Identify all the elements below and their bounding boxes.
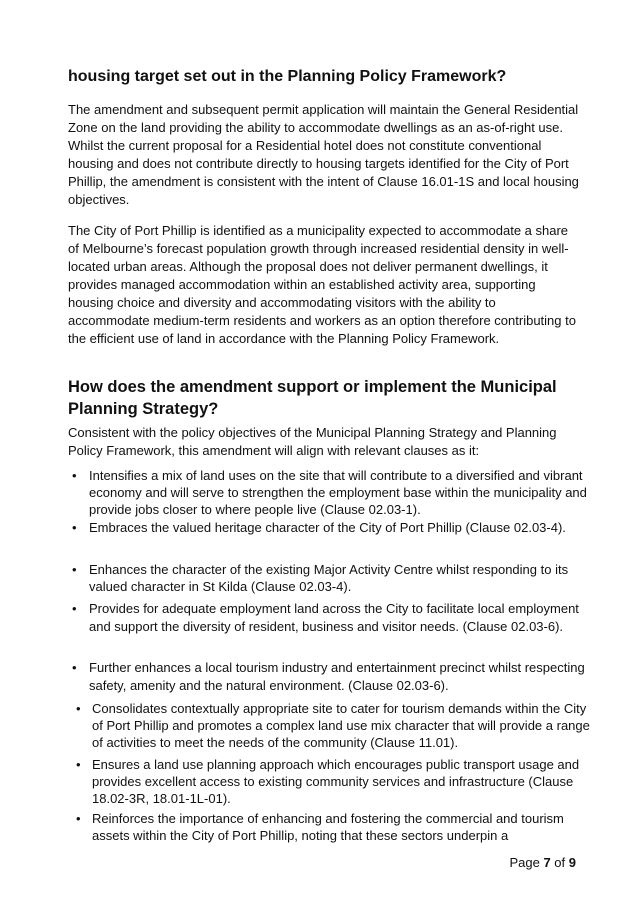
page-label: Page [509,855,540,870]
list-item: Provides for adequate employment land across the City to facilitate local employment and support the diversity of resident, business and visitor needs. (Clause 02.03-6). [89,601,579,634]
bullet-point: • [72,468,77,483]
bullet-point: • [76,757,81,772]
of-label: of [554,855,566,870]
bullet-point: • [76,811,81,826]
bullet-point: • [72,660,77,675]
page-number-footer [509,855,576,871]
list-item: Intensifies a mix of land uses on the site that will contribute to a diversified and vibrant economy and will serve to strengthen the employment base within the municipality and provide jobs closer to where people live (Clause 02.03-1). [89,468,587,517]
paragraph: Consistent with the policy objectives of the Municipal Planning Strategy and Planning Policy Framework, this amendment will align with relevant clauses as it: [68,425,557,458]
bullet-point: • [72,562,77,577]
list-item: Embraces the valued heritage character of the City of Port Phillip (Clause 02.03-4). [89,520,566,535]
paragraph: The City of Port Phillip is identified as a municipality expected to accommodate a share of Melbourne’s forecast population growth through increased residential density in well-located urban areas. Although the proposal does not deliver permanent dwellings, it provides managed accommodation within an established activity area, supporting housing choice and diversity and accommodating visitors with the ability to accommodate medium-term residents and workers as an option therefore contributing to the efficient use of land in accordance with the Planning Policy Framework. [68,223,576,346]
bullet-point: • [76,701,81,716]
paragraph: The amendment and subsequent permit application will maintain the General Residential Zone on the land providing the ability to accommodate dwellings as an as-of-right use. Whilst the current proposal for a Residential hotel does not constitute conventional housing and does not contribute directly to housing targets identified for the City of Port Phillip, the amendment is consistent with the intent of Clause 16.01-1S and local housing objectives. [68,102,579,207]
bullet-point: • [72,601,77,616]
current-page: 7 [543,855,551,870]
section-heading: How does the amendment support or implement the Municipal Planning Strategy? [68,378,557,418]
list-item: Further enhances a local tourism industry and entertainment precinct whilst respecting safety, amenity and the natural environment. (Clause 02.03-6). [89,660,585,693]
list-item: Reinforces the importance of enhancing and fostering the commercial and tourism assets within the City of Port Phillip, noting that these sectors underpin a [92,811,564,843]
list-item: Enhances the character of the existing Major Activity Centre whilst responding to its valued character in St Kilda (Clause 02.03-4). [89,562,569,594]
list-item: Consolidates contextually appropriate site to cater for tourism demands within the City of Port Phillip and promotes a complex land use mix character that will provide a range of activities to meet the needs of the community (Clause 11.01). [92,701,590,750]
total-pages: 9 [568,855,576,870]
section-heading: housing target set out in the Planning Policy Framework? [68,68,507,85]
bullet-point: • [72,520,77,535]
list-item: Ensures a land use planning approach which encourages public transport usage and provides excellent access to existing community services and infrastructure (Clause 18.02-3R, 18.01-1L-01). [92,757,580,806]
